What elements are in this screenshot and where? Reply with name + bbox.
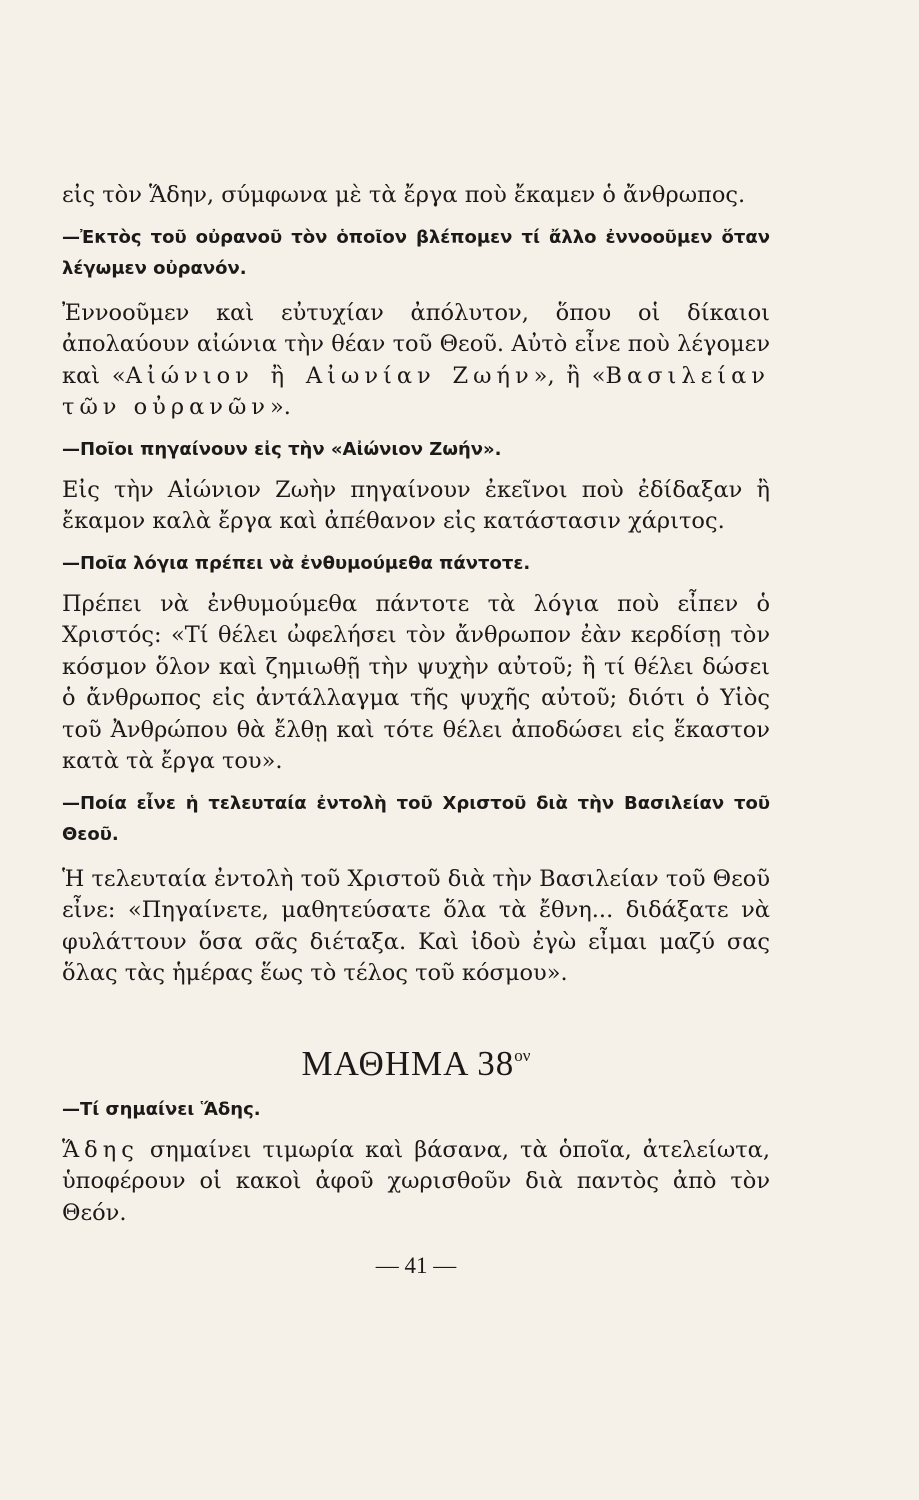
spaced-text: Αἰώνιον ἢ Αἰωνίαν Ζωήν [125,362,534,389]
page [62,180,770,1281]
answer-paragraph [62,298,770,424]
answer-paragraph: Εἰς τὴν Αἰώνιον Ζωὴν πηγαίνουν ἐκεῖνοι ποὺ ἐδίδαξαν ἢ ἔκαμον καλὰ ἔργα καὶ ἀπέθανον εἰς κατάστασιν χάριτος. [62,476,770,534]
page-number: — 41 — [375,1253,457,1278]
lesson-title-suffix: ον [514,1045,531,1065]
lesson-title-text: ΜΑΘΗΜΑ 38 [301,1043,515,1083]
question-heading: —Ποία εἶνε ἡ τελευταία ἐντολὴ τοῦ Χριστοῦ διὰ τὴν Βασιλείαν τοῦ Θεοῦ. [62,792,770,845]
text-run: », ἢ « [533,362,606,389]
question-heading: —Ποῖα λόγια πρέπει νὰ ἐνθυμούμεθα πάντοτε. [62,552,531,574]
lesson-title [62,1034,770,1086]
spaced-text: Ἅδης [62,1136,139,1163]
question-heading: —Τί σημαίνει Ἅδης. [62,1098,261,1120]
spaced-text: Βασιλείαν τῶν οὐρανῶν [62,362,770,420]
text-run: ». [269,394,291,420]
answer-paragraph: Ἡ τελευταία ἐντολὴ τοῦ Χριστοῦ διὰ τὴν Βασιλείαν τοῦ Θεοῦ εἶνε: «Πηγαίνετε, μαθητεύσατε ὅλα τὰ ἔθνη... διδάξατε νὰ φυλάττουν ὅσα σᾶς διέταξα. Καὶ ἰδοὺ ἐγὼ εἶμαι μαζύ σας ὅλας τὰς ἡμέρας ἕως τὸ τέλος τοῦ κόσμου». [62,865,770,986]
text-run: Ἐννοοῦμεν καὶ εὐτυχίαν ἀπόλυτον, ὅπου οἱ δίκαιοι ἀπολαύουν αἰώνια τὴν θέαν τοῦ Θεοῦ. Αὐτὸ εἶνε ποὺ λέγομεν καὶ « [62,299,770,389]
question-heading: —Ἐκτὸς τοῦ οὐρανοῦ τὸν ὁποῖον βλέπομεν τί ἄλλο ἐννοοῦμεν ὅταν λέγωμεν οὐρανόν. [62,226,770,279]
answer-paragraph: Πρέπει νὰ ἐνθυμούμεθα πάντοτε τὰ λόγια ποὺ εἶπεν ὁ Χριστός: «Τί θέλει ὠφελήσει τὸν ἄνθρωπον ἐὰν κερδίσῃ τὸν κόσμον ὅλον καὶ ζημιωθῇ τὴν ψυχὴν αὐτοῦ; ἢ τί θέλει δώσει ὁ ἄνθρωπος εἰς ἀντάλλαγμα τῆς ψυχῆς αὐτοῦ; διότι ὁ Υἱὸς τοῦ Ἀνθρώπου θὰ ἔλθῃ καὶ τότε θέλει ἀποδώσει εἰς ἕκαστον κατὰ τὰ ἔργα του». [62,590,770,774]
text-run: σημαίνει τιμωρία καὶ βάσανα, τὰ ὁποῖα, ἀτελείωτα, ὑποφέρουν οἱ κακοὶ ἀφοῦ χωρισθοῦν διὰ παντὸς ἀπὸ τὸν Θεόν. [62,1136,770,1226]
answer-paragraph: εἰς τὸν Ἅδην, σύμφωνα μὲ τὰ ἔργα ποὺ ἔκαμεν ὁ ἄνθρωπος. [62,182,746,208]
question-heading: —Ποῖοι πηγαίνουν εἰς τὴν «Αἰώνιον Ζωήν». [62,438,502,460]
answer-paragraph [62,1135,770,1230]
